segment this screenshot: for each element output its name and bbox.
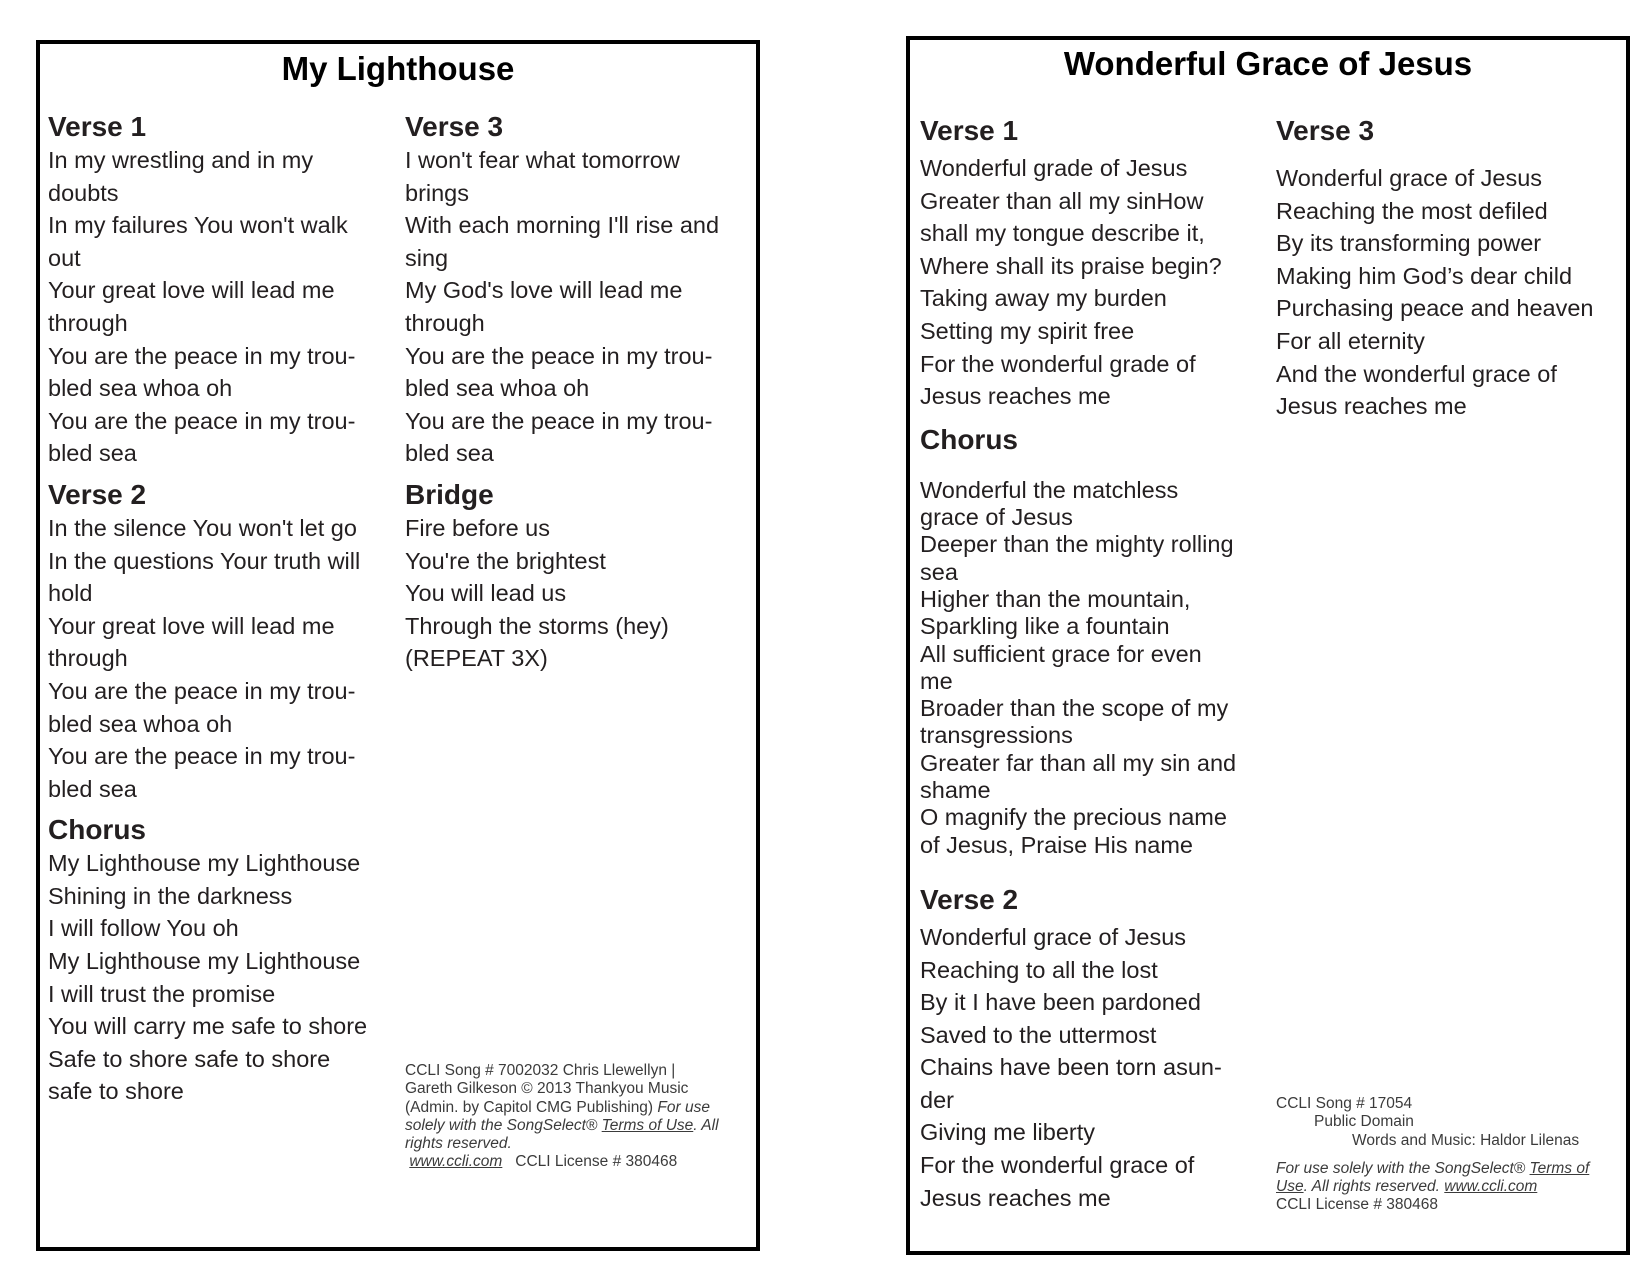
lyric-line: Wonderful the matchless xyxy=(920,476,1179,503)
lyric-line: Wonderful grace of Jesus xyxy=(1276,165,1543,191)
lyric-line: You will carry me safe to shore xyxy=(48,1013,368,1040)
lyric-line: My Lighthouse my Lighthouse xyxy=(48,850,361,877)
verse-3-section xyxy=(405,110,755,470)
lyric-line: My Lighthouse my Lighthouse xyxy=(48,948,361,975)
lyric-line: Taking away my burden xyxy=(920,285,1167,312)
lyric-line: In the silence You won't let go xyxy=(48,514,357,541)
verse-2-section xyxy=(920,883,1265,1214)
credit-line: rights reserved. xyxy=(405,1135,512,1153)
credit-line: Words and Music: Haldor Lilenas xyxy=(1352,1131,1580,1149)
left-column xyxy=(920,114,1265,1214)
bridge-section xyxy=(405,478,755,675)
lyric-line: You are the peace in my trou- xyxy=(48,743,356,770)
lyrics-lines xyxy=(405,512,755,675)
lyric-line: Chains have been torn asun- xyxy=(920,1054,1222,1081)
credit-line: Use. All rights reserved. www.ccli.com xyxy=(1276,1178,1538,1196)
lyric-line: bled sea xyxy=(48,440,137,467)
lyric-line: shall my tongue describe it, xyxy=(920,220,1205,247)
lyric-line: I won't fear what tomorrow xyxy=(405,147,680,173)
lyric-line: Where shall its praise begin? xyxy=(920,252,1222,279)
lyric-line: In my failures You won't walk xyxy=(48,212,348,239)
lyric-line: You are the peace in my trou- xyxy=(405,407,713,434)
left-column xyxy=(48,110,398,1108)
lyric-line: Purchasing peace and heaven xyxy=(1276,295,1594,322)
lyric-line: transgressions xyxy=(920,722,1073,749)
section-heading: Verse 2 xyxy=(920,883,1019,915)
terms-of-use-link[interactable]: Use xyxy=(1276,1178,1304,1196)
lyric-line: Jesus reaches me xyxy=(1276,393,1467,420)
lyric-line: Higher than the mountain, xyxy=(920,585,1191,612)
lyrics-lines xyxy=(920,477,1265,859)
verse-1-section xyxy=(48,110,398,470)
ccli-website-link[interactable]: www.ccli.com xyxy=(409,1153,503,1171)
terms-of-use-link[interactable]: Terms of Use xyxy=(601,1116,694,1134)
lyric-line: Making him God’s dear child xyxy=(1276,262,1573,289)
lyric-line: Setting my spirit free xyxy=(920,317,1135,344)
lyric-line: grace of Jesus xyxy=(920,504,1073,531)
lyrics-lines xyxy=(48,144,398,470)
ccli-license: CCLI License # 380468 xyxy=(1276,1196,1439,1214)
section-heading: Bridge xyxy=(405,478,494,510)
lyric-line: Shining in the darkness xyxy=(48,882,293,909)
lyric-line: By it I have been pardoned xyxy=(920,989,1201,1016)
lyric-line: You are the peace in my trou- xyxy=(48,677,356,704)
credit-line: For use solely with the SongSelect® Terms of xyxy=(1276,1159,1590,1177)
lyric-line: Wonderful grace of Jesus xyxy=(920,923,1187,950)
lyric-line: With each morning I'll rise and xyxy=(405,212,720,239)
section-heading: Verse 1 xyxy=(48,111,147,142)
lyric-line: Your great love will lead me xyxy=(48,612,335,639)
lyric-line: Safe to shore safe to shore xyxy=(48,1045,331,1072)
right-column xyxy=(1276,114,1621,423)
lyric-line: I will trust the promise xyxy=(48,980,276,1007)
lyric-line: Your great love will lead me xyxy=(48,277,335,304)
lyric-line: Greater than all my sinHow xyxy=(920,187,1204,214)
lyric-line: Greater far than all my sin and xyxy=(920,749,1237,776)
lyric-line: In my wrestling and in my xyxy=(48,147,314,173)
lyrics-lines xyxy=(405,144,755,470)
copyright-credits xyxy=(1276,1095,1626,1215)
lyric-line: Through the storms (hey) xyxy=(405,612,669,639)
lyric-line: bled sea whoa oh xyxy=(48,375,233,402)
lyric-line: Wonderful grade of Jesus xyxy=(920,155,1188,181)
lyric-line: (REPEAT 3X) xyxy=(405,645,548,672)
lyrics-lines xyxy=(920,152,1265,413)
lyric-line: bled sea xyxy=(405,440,494,467)
terms-of-use-link[interactable]: Terms of xyxy=(1529,1159,1590,1177)
song-card-wonderful-grace xyxy=(906,36,1630,1255)
lyric-line: My God's love will lead me xyxy=(405,277,683,304)
lyric-line: Saved to the uttermost xyxy=(920,1021,1157,1048)
lyric-line: By its transforming power xyxy=(1276,230,1542,257)
lyric-line: I will follow You oh xyxy=(48,915,239,942)
credit-line xyxy=(405,1153,755,1171)
lyric-line: You're the brightest xyxy=(405,547,606,574)
song-title: My Lighthouse xyxy=(281,50,515,87)
lyric-line: hold xyxy=(48,580,93,607)
lyric-line: You are the peace in my trou- xyxy=(48,342,356,369)
section-heading: Verse 1 xyxy=(920,115,1019,146)
song-title: Wonderful Grace of Jesus xyxy=(1063,45,1473,82)
lyric-line: For the wonderful grade of xyxy=(920,350,1196,377)
lyric-line: safe to shore xyxy=(48,1078,184,1105)
credit-line: solely with the SongSelect® Terms of Use. All xyxy=(405,1116,719,1134)
lyric-line: through xyxy=(48,645,128,672)
lyrics-lines xyxy=(48,847,398,1108)
section-heading: Verse 2 xyxy=(48,478,147,510)
lyric-line: In the questions Your truth will xyxy=(48,547,361,574)
ccli-website-link[interactable]: www.ccli.com xyxy=(1444,1178,1538,1196)
lyric-line: Jesus reaches me xyxy=(920,1184,1111,1211)
section-heading: Verse 3 xyxy=(1276,115,1375,146)
lyric-line: And the wonderful grace of xyxy=(1276,360,1557,387)
verse-2-section xyxy=(48,478,398,805)
section-heading: Chorus xyxy=(920,423,1018,455)
copyright-credits xyxy=(405,1062,755,1172)
lyric-line: Reaching the most defiled xyxy=(1276,197,1548,224)
right-column xyxy=(405,110,755,675)
lyric-line: out xyxy=(48,244,81,271)
lyrics-lines xyxy=(1276,162,1621,423)
verse-1-section xyxy=(920,114,1265,413)
lyric-line: sing xyxy=(405,244,449,271)
lyric-line: Deeper than the mighty rolling xyxy=(920,531,1234,558)
lyric-line: You are the peace in my trou- xyxy=(48,407,356,434)
lyric-line: For all eternity xyxy=(1276,327,1425,354)
lyric-line: bled sea whoa oh xyxy=(405,375,590,402)
lyric-line: doubts xyxy=(48,179,119,206)
credit-line: Public Domain xyxy=(1314,1113,1414,1131)
verse-3-section xyxy=(1276,114,1621,423)
ccli-license: CCLI License # 380468 xyxy=(515,1153,678,1171)
lyrics-lines xyxy=(48,512,398,805)
chorus-section xyxy=(48,813,398,1108)
section-heading: Chorus xyxy=(48,814,146,846)
lyric-line: sea xyxy=(920,558,958,585)
lyric-line: You will lead us xyxy=(405,580,567,607)
lyric-line: Jesus reaches me xyxy=(920,383,1111,410)
lyric-line: Giving me liberty xyxy=(920,1119,1095,1146)
lyric-line: der xyxy=(920,1086,954,1113)
lyric-line: Reaching to all the lost xyxy=(920,956,1158,983)
lyric-line: Broader than the scope of my xyxy=(920,695,1229,722)
lyric-line: Sparkling like a fountain xyxy=(920,613,1170,640)
lyric-line: For the wonderful grace of xyxy=(920,1152,1195,1179)
lyrics-lines xyxy=(920,921,1265,1214)
song-card-my-lighthouse xyxy=(36,40,760,1251)
chorus-section xyxy=(920,423,1265,859)
credit-line: CCLI Song # 7002032 Chris Llewellyn | xyxy=(405,1062,676,1079)
lyric-line: shame xyxy=(920,777,991,804)
lyric-line: me xyxy=(920,667,953,694)
lyric-line: bled sea xyxy=(48,775,137,802)
lyric-line: All sufficient grace for even xyxy=(920,640,1202,667)
lyric-line: O magnify the precious name xyxy=(920,804,1227,831)
credit-line: CCLI Song # 17054 xyxy=(1276,1095,1413,1112)
lyric-line: through xyxy=(405,309,485,336)
lyric-line: Fire before us xyxy=(405,514,550,541)
lyric-line: through xyxy=(48,309,128,336)
credit-line: (Admin. by Capitol CMG Publishing) For use xyxy=(405,1098,710,1116)
lyric-line: of Jesus, Praise His name xyxy=(920,831,1193,858)
lyric-line: You are the peace in my trou- xyxy=(405,342,713,369)
lyric-line: bled sea whoa oh xyxy=(48,710,233,737)
section-heading: Verse 3 xyxy=(405,111,504,142)
credit-line: Gareth Gilkeson © 2013 Thankyou Music xyxy=(405,1080,689,1098)
lyric-line: brings xyxy=(405,179,470,206)
